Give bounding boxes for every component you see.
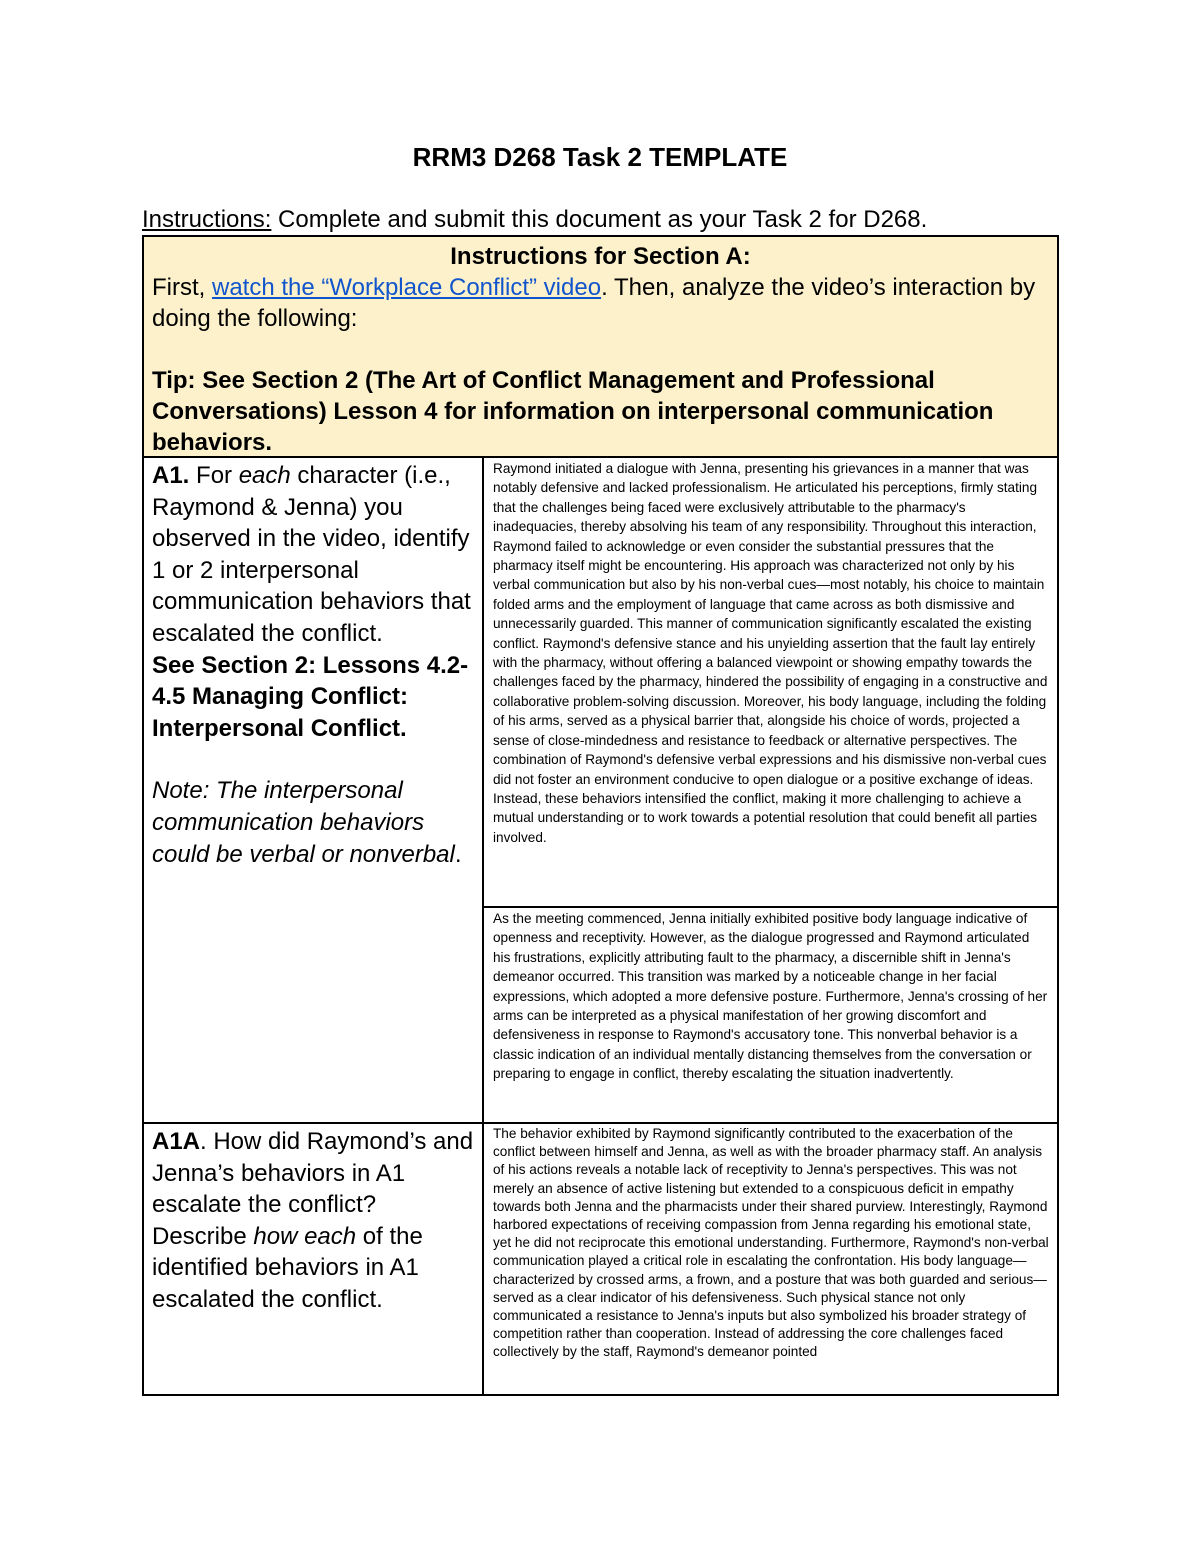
section-a-tip: Tip: See Section 2 (The Art of Conflict Management and Professional Conversations) Lesson 4 for information on interpersonal communication behaviors. bbox=[152, 367, 994, 456]
a1-note-end: . bbox=[454, 840, 462, 868]
a1a-prompt bbox=[152, 1126, 474, 1316]
a1a-answer[interactable]: The behavior exhibited by Raymond significantly contributed to the exacerbation of the conflict between himself and Jenna, as well as with the broader pharmacy staff. An analysis of his actions reveals a notable lack of receptivity to Jenna's perspectives. This was not merely an absence of active listening but extended to a conspicuous deficit in empathy towards both Jenna and the pharmacists under their shared purview. Interestingly, Raymond harbored expectations of receiving compassion from Jenna regarding his emotional state, yet he did not reciprocate this emotional understanding. Furthermore, Raymond's non-verbal communication played a critical role in escalating the confrontation. His body language—characterized by crossed arms, a frown, and a posture that was both guarded and serious—served as a clear indicator of his defensiveness. Such physical stance not only communicated a resistance to Jenna's inputs but also symbolized his broader strategy of competition rather than cooperation. Instead of addressing the core challenges faced collectively by the staff, Raymond's demeanor pointed bbox=[493, 1126, 1049, 1360]
a1-prompt bbox=[152, 460, 474, 650]
a1a-prompt-cell bbox=[144, 1124, 484, 1394]
document-title: RRM3 D268 Task 2 TEMPLATE bbox=[412, 142, 788, 172]
a1-label: A1. bbox=[152, 462, 190, 489]
workplace-conflict-video-link[interactable]: watch the “Workplace Conflict” video bbox=[212, 274, 602, 301]
intro-before-link: First, bbox=[152, 274, 212, 301]
a1-see-section: See Section 2: Lessons 4.2-4.5 Managing Conflict: Interpersonal Conflict. bbox=[152, 651, 469, 742]
section-a-intro bbox=[152, 272, 1049, 334]
a1-answer-jenna[interactable]: As the meeting commenced, Jenna initially exhibited positive body language indicative of openness and receptivity. However, as the dialogue progressed and Raymond articulated his frustrations, explicitly attributing fault to the pharmacy, a discernible shift in Jenna's demeanor occurred. This transition was marked by a noticeable change in her facial expressions, which adopted a more defensive posture. Furthermore, Jenna's crossing of her arms can be interpreted as a physical manifestation of her growing discomfort and defensiveness in response to Raymond's accusatory tone. This nonverbal behavior is a classic indication of an individual mentally distancing themselves from the conversation or preparing to engage in conflict, thereby escalating the situation inadvertently. bbox=[484, 908, 1057, 1124]
instructions-label: Instructions: bbox=[142, 206, 272, 233]
a1a-prompt-part2: of the identified behaviors in A1 escalated the conflict. bbox=[152, 1222, 423, 1313]
a1-note-text: Note: The interpersonal communication behaviors could be verbal or nonverbal bbox=[152, 777, 455, 868]
a1-note bbox=[152, 775, 474, 870]
a1a-prompt-emphasis: how each bbox=[253, 1222, 357, 1250]
a1-prompt-part2: character (i.e., Raymond & Jenna) you observed in the video, identify 1 or 2 interpersonal communication behaviors that escalated the conflict. bbox=[152, 462, 471, 647]
instructions-text: Complete and submit this document as your Task 2 for D268. bbox=[271, 206, 928, 233]
task-table bbox=[142, 235, 1059, 1396]
section-a-header-title: Instructions for Section A: bbox=[450, 243, 751, 270]
document-instructions bbox=[142, 205, 1072, 235]
intro-after-link: . Then, analyze the video’s interaction by doing the following: bbox=[152, 274, 1036, 332]
a1-prompt-cell bbox=[144, 458, 484, 1124]
a1-prompt-part1: For bbox=[189, 462, 239, 489]
section-a-header bbox=[144, 237, 1057, 458]
a1-prompt-emphasis: each bbox=[238, 462, 291, 489]
a1-answer-raymond[interactable]: Raymond initiated a dialogue with Jenna, presenting his grievances in a manner that was notably defensive and lacked professionalism. He articulated his perceptions, firmly stating that the challenges being faced were exclusively attributable to the pharmacy's inadequacies, thereby absolving his team of any responsibility. Throughout this interaction, Raymond failed to acknowledge or even consider the substantial pressures that the pharmacy itself might be encountering. His approach was characterized not only by his verbal communication but also by his non-verbal cues—most notably, his choice to maintain folded arms and the employment of language that came across as both dismissive and unnecessarily guarded. This manner of communication significantly escalated the existing conflict. Raymond's defensive stance and his unyielding assertion that the fault lay entirely with the pharmacy, without offering a balanced viewpoint or showing empathy towards the challenges faced by the pharmacy, hindered the possibility of engaging in a constructive and collaborative problem-solving discussion. Moreover, his body language, including the folding of his arms, served as a physical barrier that, alongside his choice of words, projected a sense of close-mindedness and resistance to feedback or alternative perspectives. The combination of Raymond's defensive verbal expressions and his dismissive non-verbal cues did not foster an environment conducive to open dialogue or a positive exchange of ideas. Instead, these behaviors intensified the conflict, making it more challenging to achieve a mutual understanding or to work towards a potential resolution that could benefit all parties involved. bbox=[484, 458, 1057, 908]
a1a-prompt-part1: . How did Raymond’s and Jenna’s behaviors in A1 escalate the conflict? Describe bbox=[152, 1128, 474, 1250]
a1a-label: A1A bbox=[152, 1128, 201, 1155]
